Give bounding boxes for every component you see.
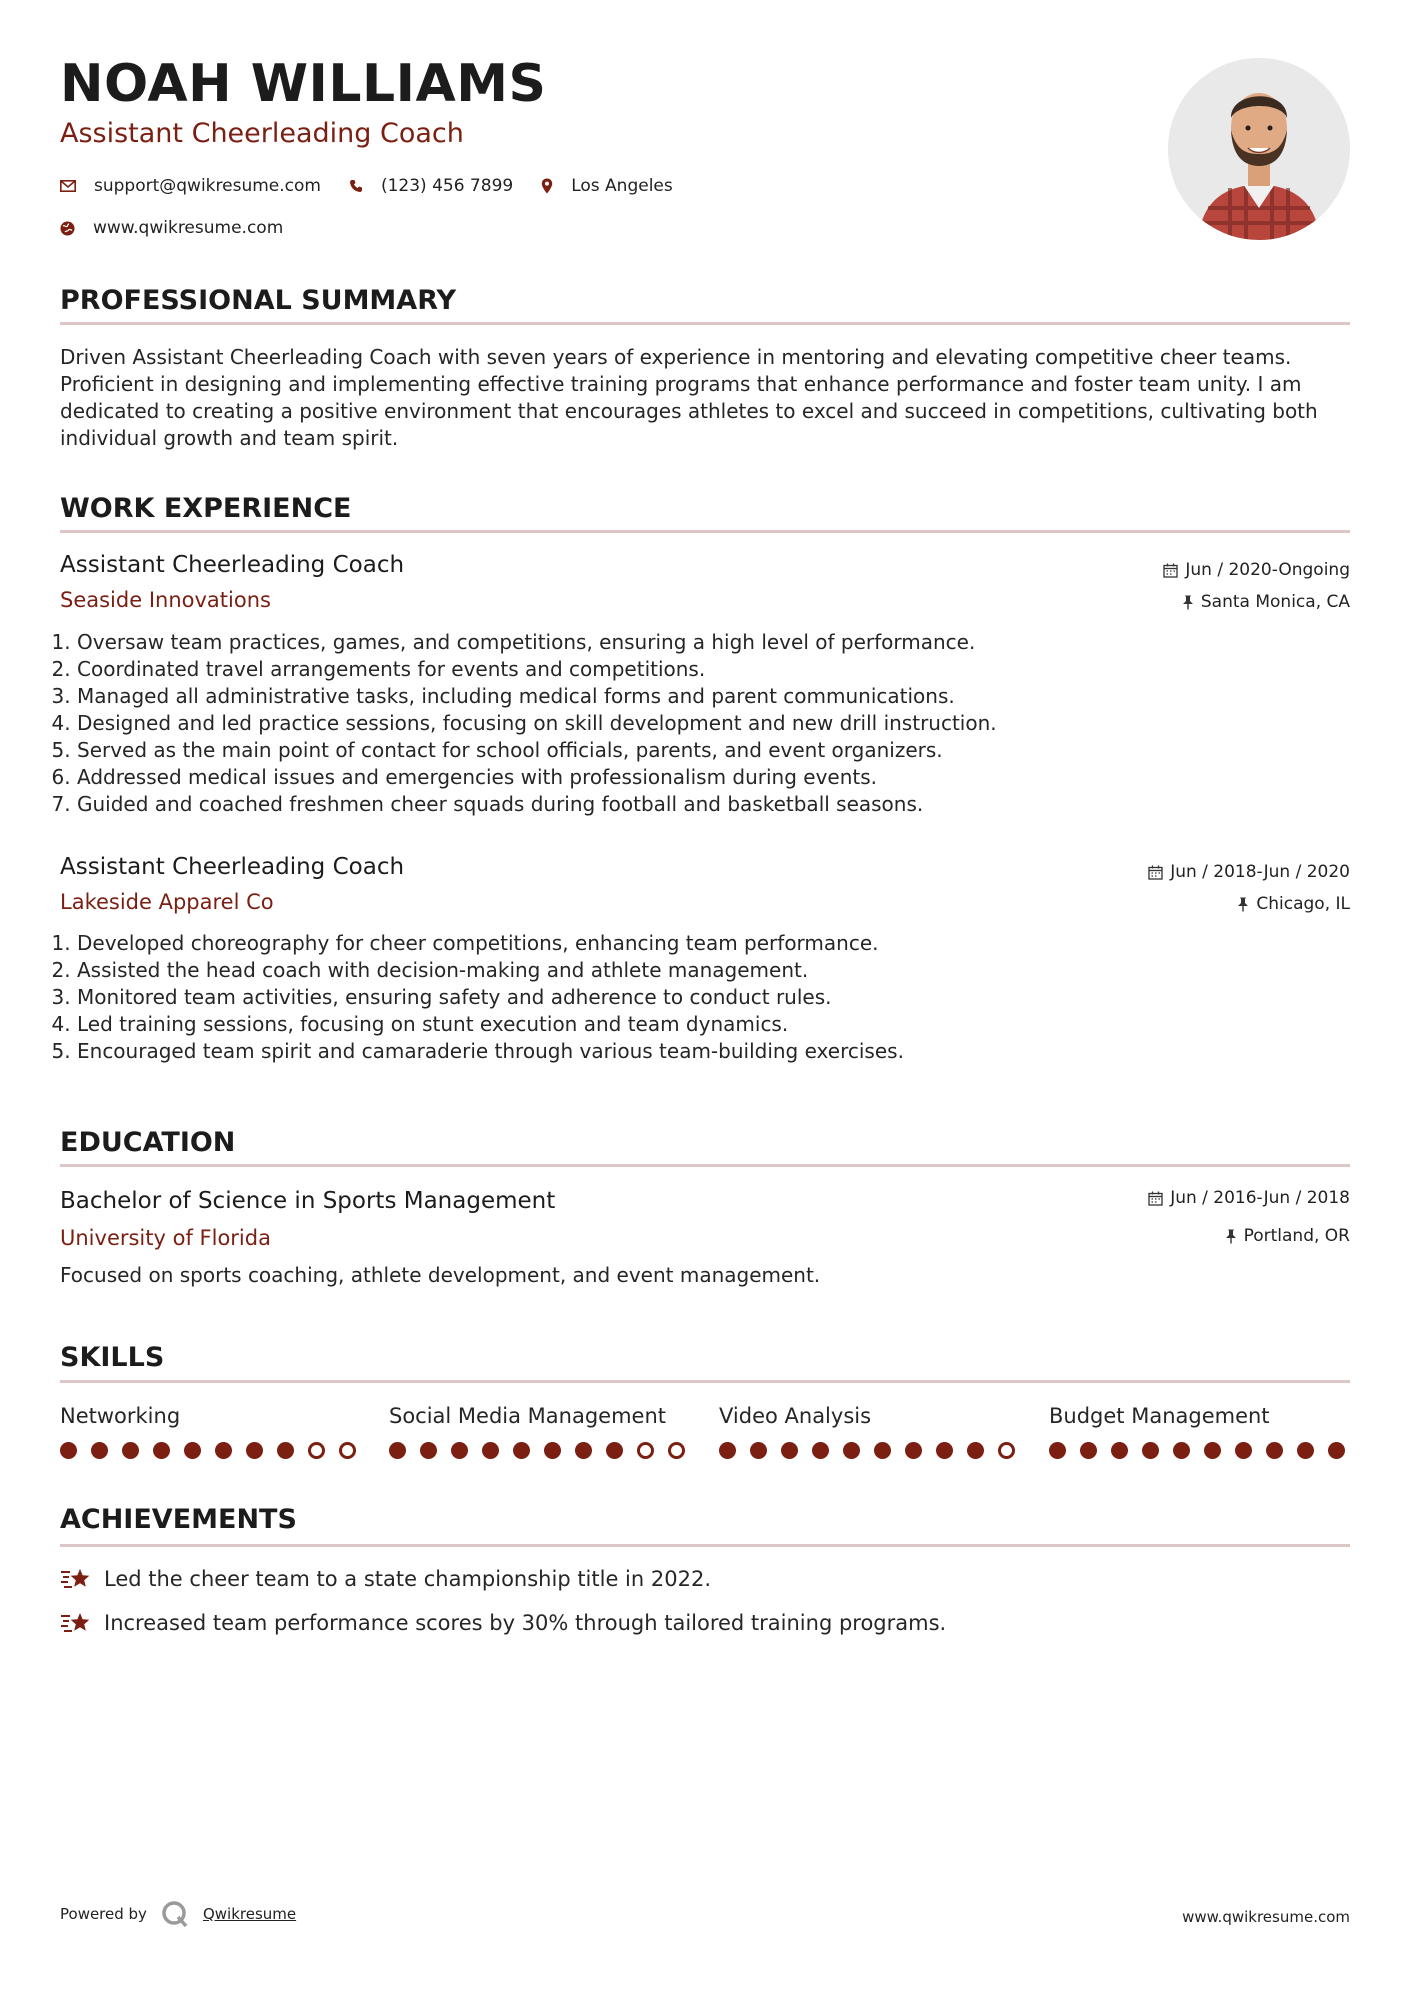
rating-dot-empty [668, 1442, 685, 1459]
powered-by-text: Powered by [60, 1905, 147, 1923]
contact-row-2 [60, 218, 311, 238]
rating-dot-filled [1080, 1442, 1097, 1459]
globe-icon [60, 221, 75, 236]
contact-row-1 [60, 176, 701, 196]
achievement-text: Led the cheer team to a state championship title in 2022. [104, 1567, 711, 1591]
skill-social-media-management [389, 1406, 689, 1427]
list-item: 3. Managed all administrative tasks, including medical forms and parent communications. [77, 683, 1347, 710]
rating-dot-filled [905, 1442, 922, 1459]
skill-rating [389, 1442, 685, 1459]
list-item: 5. Served as the main point of contact for school officials, parents, and event organizers. [77, 737, 1347, 764]
rating-dot-filled [1142, 1442, 1159, 1459]
list-item: 6. Addressed medical issues and emergencies with professionalism during events. [77, 764, 1347, 791]
rating-dot-empty [998, 1442, 1015, 1459]
skill-video-analysis [719, 1406, 1019, 1427]
rating-dot-filled [1266, 1442, 1283, 1459]
profile-photo [1168, 58, 1350, 240]
rating-dot-filled [1235, 1442, 1252, 1459]
list-item: 2. Coordinated travel arrangements for events and competitions. [77, 656, 1347, 683]
education-dates-text: Jun / 2016-Jun / 2018 [1170, 1188, 1350, 1208]
rating-dot-filled [513, 1442, 530, 1459]
rating-dot-filled [153, 1442, 170, 1459]
rating-dot-filled [246, 1442, 263, 1459]
pushpin-icon [1237, 897, 1249, 912]
calendar-icon [1163, 563, 1178, 578]
summary-heading: PROFESSIONAL SUMMARY [60, 285, 457, 316]
rating-dot-filled [719, 1442, 736, 1459]
skill-name: Social Media Management [389, 1404, 667, 1428]
education-description: Focused on sports coaching, athlete development, and event management. [60, 1263, 821, 1287]
pushpin-icon [1182, 595, 1194, 610]
email-text: support@qwikresume.com [94, 176, 321, 196]
rating-dot-filled [606, 1442, 623, 1459]
list-item: 3. Monitored team activities, ensuring safety and adherence to conduct rules. [77, 984, 1347, 1011]
skill-budget-management [1049, 1406, 1349, 1427]
experience-divider [60, 530, 1350, 533]
rating-dot-empty [637, 1442, 654, 1459]
rating-dot-filled [781, 1442, 798, 1459]
skills-heading: SKILLS [60, 1342, 165, 1373]
achievement-item [60, 1566, 711, 1592]
rating-dot-filled [122, 1442, 139, 1459]
rating-dot-filled [544, 1442, 561, 1459]
job-2-dates [1148, 864, 1350, 881]
job-1-dates [1163, 562, 1350, 579]
footer-website[interactable]: www.qwikresume.com [1182, 1908, 1350, 1926]
job-1-bullets [60, 629, 1347, 818]
list-item: 4. Led training sessions, focusing on stunt execution and team dynamics. [77, 1011, 1347, 1038]
rating-dot-filled [750, 1442, 767, 1459]
rating-dot-filled [1204, 1442, 1221, 1459]
job-2-dates-text: Jun / 2018-Jun / 2020 [1170, 862, 1350, 882]
list-item: 2. Assisted the head coach with decision-making and athlete management. [77, 957, 1347, 984]
skill-rating [60, 1442, 356, 1459]
summary-divider [60, 322, 1350, 325]
job-2-company: Lakeside Apparel Co [60, 890, 274, 914]
job-1-dates-text: Jun / 2020-Ongoing [1185, 560, 1350, 580]
rating-dot-filled [91, 1442, 108, 1459]
skill-name: Networking [60, 1404, 181, 1428]
list-item: 7. Guided and coached freshmen cheer squads during football and basketball seasons. [77, 791, 1347, 818]
skill-name: Video Analysis [719, 1404, 872, 1428]
profile-photo-illustration [1168, 58, 1350, 240]
job-1-location [1182, 594, 1350, 611]
rating-dot-filled [60, 1442, 77, 1459]
skill-name: Budget Management [1049, 1404, 1270, 1428]
achievement-item [60, 1610, 946, 1636]
pushpin-icon [1225, 1229, 1237, 1244]
job-2-bullets [60, 930, 1347, 1065]
summary-text: Driven Assistant Cheerleading Coach with seven years of experience in mentoring and elevating competitive cheer teams. Proficient in designing and implementing effective training programs that enhance performance and foster team unity. I am dedicated to creating a positive environment that encourages athletes to excel and succeed in competitions, cultivating both individual growth and team spirit. [60, 345, 1318, 450]
map-pin-icon [541, 178, 553, 194]
job-2-location [1237, 896, 1350, 913]
rating-dot-filled [575, 1442, 592, 1459]
rating-dot-filled [389, 1442, 406, 1459]
rating-dot-filled [967, 1442, 984, 1459]
list-item: 5. Encouraged team spirit and camaraderie through various team-building exercises. [77, 1038, 1347, 1065]
rating-dot-empty [339, 1442, 356, 1459]
footer-powered-by [60, 1900, 296, 1928]
qwikresume-link[interactable]: Qwikresume [202, 1905, 297, 1923]
job-1-location-text: Santa Monica, CA [1200, 592, 1350, 612]
rating-dot-filled [812, 1442, 829, 1459]
education-divider [60, 1164, 1350, 1167]
rating-dot-filled [874, 1442, 891, 1459]
envelope-icon [60, 180, 76, 192]
skills-divider [60, 1380, 1350, 1383]
job-1-title: Assistant Cheerleading Coach [60, 552, 405, 578]
location-text: Los Angeles [571, 176, 673, 196]
rating-dot-filled [1328, 1442, 1345, 1459]
rating-dot-empty [308, 1442, 325, 1459]
rating-dot-filled [1111, 1442, 1128, 1459]
skill-rating [1049, 1442, 1345, 1459]
phone-icon [349, 179, 363, 193]
shooting-star-icon [60, 1566, 92, 1592]
rating-dot-filled [451, 1442, 468, 1459]
achievements-heading: ACHIEVEMENTS [60, 1504, 297, 1535]
rating-dot-filled [936, 1442, 953, 1459]
achievements-divider [60, 1544, 1350, 1547]
list-item: 1. Oversaw team practices, games, and competitions, ensuring a high level of performance. [77, 629, 1347, 656]
rating-dot-filled [184, 1442, 201, 1459]
phone-text: (123) 456 7899 [380, 176, 514, 196]
experience-heading: WORK EXPERIENCE [60, 493, 352, 524]
achievement-text: Increased team performance scores by 30% through tailored training programs. [104, 1611, 947, 1635]
education-school: University of Florida [60, 1226, 271, 1250]
rating-dot-filled [1173, 1442, 1190, 1459]
website-text: www.qwikresume.com [93, 218, 284, 238]
rating-dot-filled [1049, 1442, 1066, 1459]
job-2-location-text: Chicago, IL [1256, 894, 1350, 914]
candidate-name: NOAH WILLIAMS [60, 54, 547, 114]
education-heading: EDUCATION [60, 1127, 236, 1158]
contact-phone[interactable] [349, 176, 513, 196]
education-degree: Bachelor of Science in Sports Management [60, 1188, 556, 1214]
shooting-star-icon [60, 1610, 92, 1636]
job-1-company: Seaside Innovations [60, 588, 271, 612]
qwikresume-logo-icon [161, 1900, 189, 1928]
list-item: 4. Designed and led practice sessions, focusing on skill development and new drill instruction. [77, 710, 1347, 737]
contact-email[interactable] [60, 176, 321, 196]
education-location-text: Portland, OR [1243, 1226, 1350, 1246]
rating-dot-filled [215, 1442, 232, 1459]
calendar-icon [1148, 1191, 1163, 1206]
job-2-title: Assistant Cheerleading Coach [60, 854, 405, 880]
calendar-icon [1148, 865, 1163, 880]
rating-dot-filled [1297, 1442, 1314, 1459]
contact-location [541, 176, 673, 196]
rating-dot-filled [420, 1442, 437, 1459]
skill-networking [60, 1406, 360, 1427]
rating-dot-filled [482, 1442, 499, 1459]
skill-rating [719, 1442, 1015, 1459]
candidate-role: Assistant Cheerleading Coach [60, 118, 464, 149]
rating-dot-filled [843, 1442, 860, 1459]
education-location [1225, 1228, 1350, 1245]
list-item: 1. Developed choreography for cheer competitions, enhancing team performance. [77, 930, 1347, 957]
rating-dot-filled [277, 1442, 294, 1459]
contact-website[interactable] [60, 218, 283, 238]
education-dates [1148, 1190, 1350, 1207]
